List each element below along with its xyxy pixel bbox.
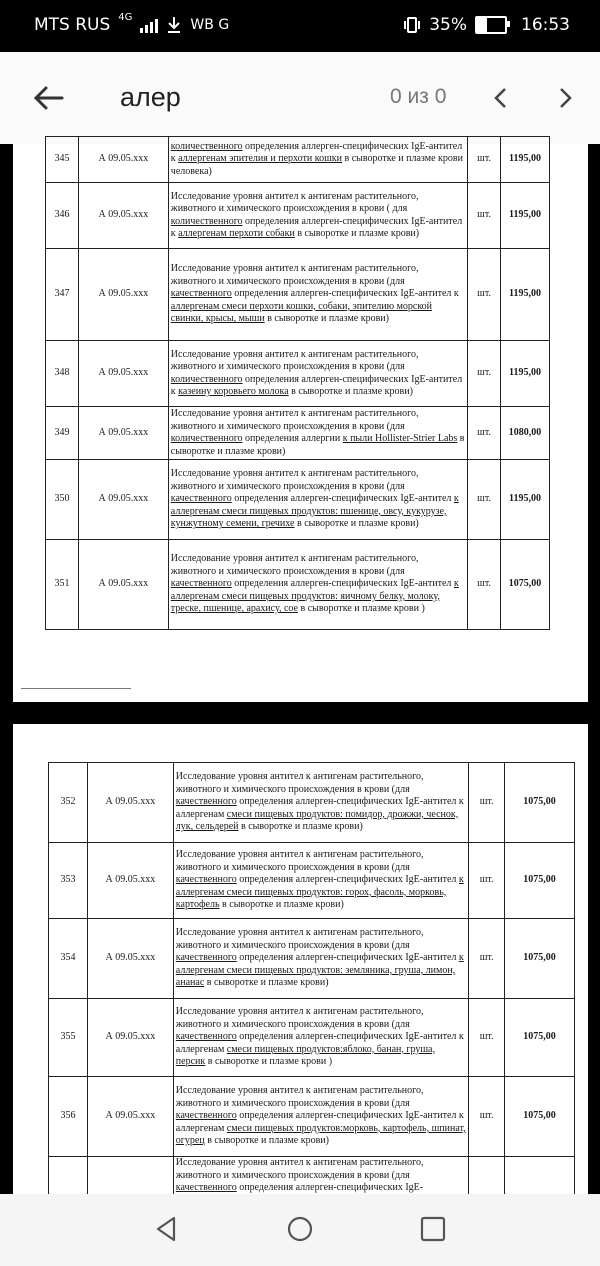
service-code: А 09.05.ххх bbox=[78, 183, 168, 249]
unit: шт. bbox=[468, 540, 501, 630]
status-bar bbox=[0, 0, 600, 52]
home-nav-icon[interactable] bbox=[285, 1214, 315, 1244]
document-page-2 bbox=[13, 724, 588, 1194]
service-code: А 09.05.ххх bbox=[87, 763, 173, 843]
table-row bbox=[49, 843, 575, 919]
table-row bbox=[49, 999, 575, 1077]
price: 1075,00 bbox=[505, 999, 575, 1077]
battery-icon bbox=[475, 16, 507, 34]
unit: шт. bbox=[469, 999, 505, 1077]
service-description: Исследование уровня антител к антигенам растительного, животного и химического происхождения в крови (для качественного определения аллерген-специфических IgE-антител к аллергенам смеси перхоти кошки, собаки, эпителию морской свинки, крысы, мыши в сыворотке и плазме крови) bbox=[168, 249, 467, 341]
row-number: 347 bbox=[46, 249, 79, 341]
document-viewer[interactable] bbox=[0, 140, 600, 1194]
service-code: А 09.05.ххх bbox=[87, 1077, 173, 1157]
find-query-input[interactable]: алер bbox=[120, 82, 181, 112]
row-number: 345 bbox=[46, 137, 79, 183]
table-row bbox=[49, 919, 575, 999]
service-description: Исследование уровня антител к антигенам растительного, животного и химического происхождения в крови (для количественного определения аллерген-специфических IgE-антител к казеину коровьего молока в сыворотке и плазме крови) bbox=[168, 341, 467, 407]
price: 1075,00 bbox=[505, 919, 575, 999]
unit: шт. bbox=[469, 919, 505, 999]
download-icon bbox=[166, 16, 182, 34]
row-number: 354 bbox=[49, 919, 88, 999]
row-number: 348 bbox=[46, 341, 79, 407]
table-row bbox=[46, 137, 550, 183]
table-row bbox=[46, 183, 550, 249]
system-navigation-bar bbox=[0, 1194, 600, 1266]
unit: шт. bbox=[469, 1077, 505, 1157]
service-code: А 09.05.ххх bbox=[78, 460, 168, 540]
row-number: 352 bbox=[49, 763, 88, 843]
price: 1080,00 bbox=[501, 407, 550, 460]
match-count: 0 из 0 bbox=[390, 85, 447, 108]
signal-icon bbox=[140, 17, 158, 33]
unit: шт. bbox=[468, 341, 501, 407]
page-edge-line bbox=[21, 688, 131, 689]
service-description: Исследование уровня антител к антигенам растительного, животного и химического происхождения в крови ( для количественного определения аллерген-специфических IgE-антител к аллергенам перхоти собаки в сыворотке и плазме крови) bbox=[168, 183, 467, 249]
table-row bbox=[49, 763, 575, 843]
vibrate-icon bbox=[403, 16, 421, 34]
app-badges: WB G bbox=[190, 17, 230, 33]
clock: 16:53 bbox=[521, 15, 570, 35]
table-row bbox=[46, 249, 550, 341]
unit: шт. bbox=[468, 249, 501, 341]
row-number: 355 bbox=[49, 999, 88, 1077]
next-match-icon[interactable] bbox=[552, 85, 578, 111]
battery-percent: 35% bbox=[429, 15, 467, 35]
row-number: 350 bbox=[46, 460, 79, 540]
service-description: Исследование уровня антител к антигенам растительного, животного и химического происхождения в крови (для качественного определения аллерген-специфических IgE- bbox=[173, 1157, 468, 1237]
service-description: Исследование уровня антител к антигенам растительного, животного и химического происхождения в крови (для качественного определения аллерген-специфических IgE-антител к аллергенам смеси пищевых продуктов: горох, фасоль, морковь, картофель в сыворотке и плазме крови) bbox=[173, 843, 468, 919]
back-nav-icon[interactable] bbox=[152, 1214, 182, 1244]
service-code: А 09.05.ххх bbox=[78, 540, 168, 630]
row-number: 353 bbox=[49, 843, 88, 919]
service-description: количественного определения аллерген-специфических IgE-антител к аллергенам эпителия и перхоти кошки в сыворотке и плазме крови человека) bbox=[168, 137, 467, 183]
table-row bbox=[46, 341, 550, 407]
row-number: 346 bbox=[46, 183, 79, 249]
unit: шт. bbox=[469, 763, 505, 843]
find-in-page-bar bbox=[0, 52, 600, 145]
service-code: А 09.05.ххх bbox=[78, 249, 168, 341]
service-code: А 09.05.ххх bbox=[87, 999, 173, 1077]
unit: шт. bbox=[468, 137, 501, 183]
row-number: 356 bbox=[49, 1077, 88, 1157]
document-page-1 bbox=[13, 140, 588, 702]
price: 1195,00 bbox=[501, 137, 550, 183]
service-description: Исследование уровня антител к антигенам растительного, животного и химического происхождения в крови (для качественного определения аллерген-специфических IgE-антител к аллергенам смеси пищевых продуктов:яблоко, банан, груша, персик в сыворотке и плазме крови ) bbox=[173, 999, 468, 1077]
price: 1075,00 bbox=[505, 763, 575, 843]
table-row bbox=[46, 407, 550, 460]
previous-match-icon[interactable] bbox=[488, 85, 514, 111]
row-number: 351 bbox=[46, 540, 79, 630]
price: 1195,00 bbox=[501, 460, 550, 540]
table-row bbox=[46, 540, 550, 630]
price: 1075,00 bbox=[501, 540, 550, 630]
network-type: 4G bbox=[118, 11, 133, 23]
price: 1075,00 bbox=[505, 843, 575, 919]
service-code: А 09.05.ххх bbox=[87, 843, 173, 919]
price-table-page-2 bbox=[48, 762, 575, 1237]
price: 1195,00 bbox=[501, 249, 550, 341]
price: 1195,00 bbox=[501, 341, 550, 407]
service-description: Исследование уровня антител к антигенам растительного, животного и химического происхождения в крови (для качественного определения аллерген-специфических IgE-антител к аллергенам смеси пищевых продуктов: пшенице, овсу, кукурузе, кунжутному семени, гречихе в сыворотке и плазме крови) bbox=[168, 460, 467, 540]
unit: шт. bbox=[468, 407, 501, 460]
price-table-page-1 bbox=[45, 136, 550, 630]
table-row bbox=[49, 1077, 575, 1157]
service-code: А 09.05.ххх bbox=[87, 919, 173, 999]
table-row bbox=[46, 460, 550, 540]
carrier-label: MTS RUS bbox=[34, 15, 111, 35]
service-code: А 09.05.ххх bbox=[78, 341, 168, 407]
unit: шт. bbox=[468, 183, 501, 249]
back-arrow-icon[interactable] bbox=[30, 80, 66, 116]
service-code: А 09.05.ххх bbox=[78, 407, 168, 460]
service-description: Исследование уровня антител к антигенам растительного, животного и химического происхождения в крови (для качественного определения аллерген-специфических IgE-антител к аллергенам смеси пищевых продуктов:морковь, картофель, шпинат, огурец в сыворотке и плазме крови) bbox=[173, 1077, 468, 1157]
service-description: Исследование уровня антител к антигенам растительного, животного и химического происхождения в крови (для качественного определения аллерген-специфических IgE-антител к аллергенам смеси пищевых продуктов: яичному белку, молоку, треске, пшенице, арахису, сое в сыворотке и плазме крови ) bbox=[168, 540, 467, 630]
price: 1195,00 bbox=[501, 183, 550, 249]
price: 1075,00 bbox=[505, 1077, 575, 1157]
service-description: Исследование уровня антител к антигенам растительного, животного и химического происхождения в крови (для количественного определения аллергии к пыли Hollister-Strier Labs в сыворотке и плазме крови) bbox=[168, 407, 467, 460]
unit: шт. bbox=[468, 460, 501, 540]
service-description: Исследование уровня антител к антигенам растительного, животного и химического происхождения в крови (для качественного определения аллерген-специфических IgE-антител к аллергенам смеси пищевых продуктов: земляника, груша, лимон, ананас в сыворотке и плазме крови) bbox=[173, 919, 468, 999]
row-number: 349 bbox=[46, 407, 79, 460]
service-description: Исследование уровня антител к антигенам растительного, животного и химического происхождения в крови (для качественного определения аллерген-специфических IgE-антител к аллергенам смеси пищевых продуктов: помидор, дрожжи, чеснок, лук, сельдерей в сыворотке и плазме крови) bbox=[173, 763, 468, 843]
service-code: А 09.05.ххх bbox=[78, 137, 168, 183]
unit: шт. bbox=[469, 843, 505, 919]
recents-nav-icon[interactable] bbox=[418, 1214, 448, 1244]
